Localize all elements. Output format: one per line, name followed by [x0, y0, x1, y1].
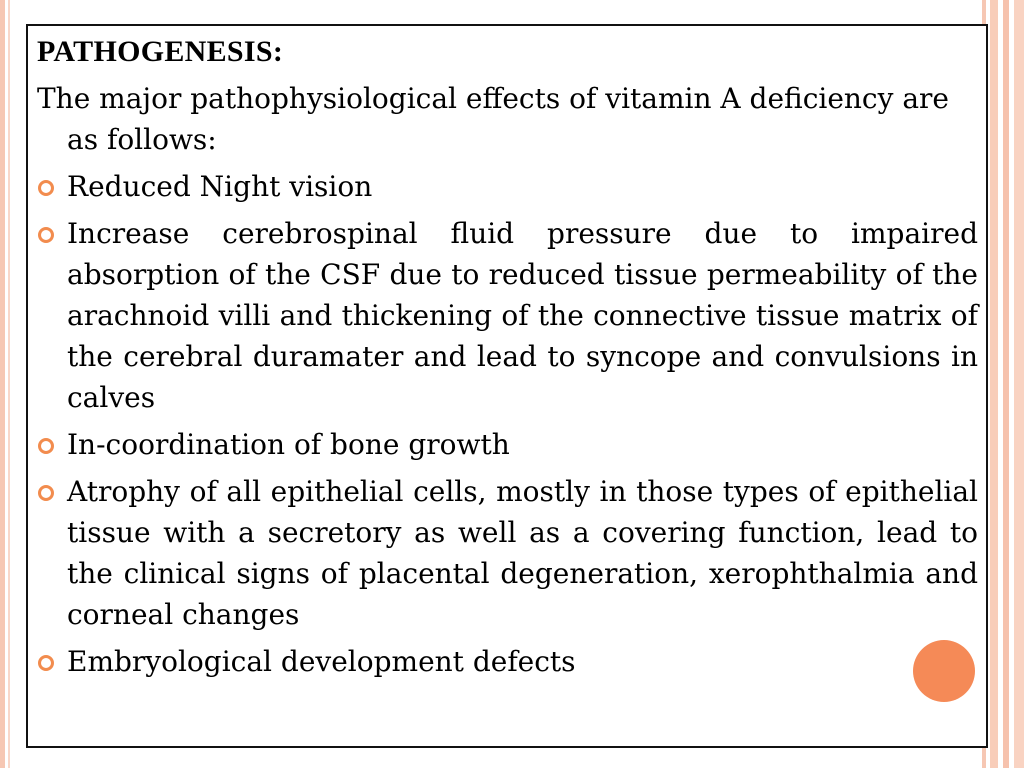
bullet-text: In-coordination of bone growth — [67, 428, 510, 461]
bullet-item — [37, 424, 978, 465]
bullet-item — [37, 166, 978, 207]
bullet-ring-icon — [38, 485, 54, 501]
bullet-item — [37, 471, 978, 635]
right-decor-stripe — [1014, 0, 1024, 768]
decorative-orange-circle — [913, 640, 975, 702]
bullet-text: Reduced Night vision — [67, 170, 373, 203]
right-decor-stripe — [990, 0, 998, 768]
bullet-item — [37, 641, 978, 682]
intro-text: The major pathophysiological effects of vitamin A deficiency are as follows: — [37, 82, 949, 156]
right-decor-stripe — [1003, 0, 1009, 768]
left-decor-stripe-thin — [8, 0, 10, 768]
bullet-text: Atrophy of all epithelial cells, mostly in those types of epithelial tissue with a secretory as well as a covering function, lead to the clinical signs of placental degeneration, xerophthalmia and corneal changes — [67, 475, 978, 631]
bullet-ring-icon — [38, 655, 54, 671]
bullet-text: Increase cerebrospinal fluid pressure due to impaired absorption of the CSF due to reduced tissue permeability of the arachnoid villi and thickening of the connective tissue matrix of the cerebral duramater and lead to syncope and convulsions in calves — [67, 217, 978, 414]
left-decor-stripe — [0, 0, 5, 768]
bullet-text: Embryological development defects — [67, 645, 576, 678]
bullet-ring-icon — [38, 438, 54, 454]
bullet-ring-icon — [38, 180, 54, 196]
slide-content — [37, 30, 978, 688]
bullet-item — [37, 213, 978, 418]
slide-title: PATHOGENESIS: — [37, 35, 284, 68]
bullet-ring-icon — [38, 227, 54, 243]
